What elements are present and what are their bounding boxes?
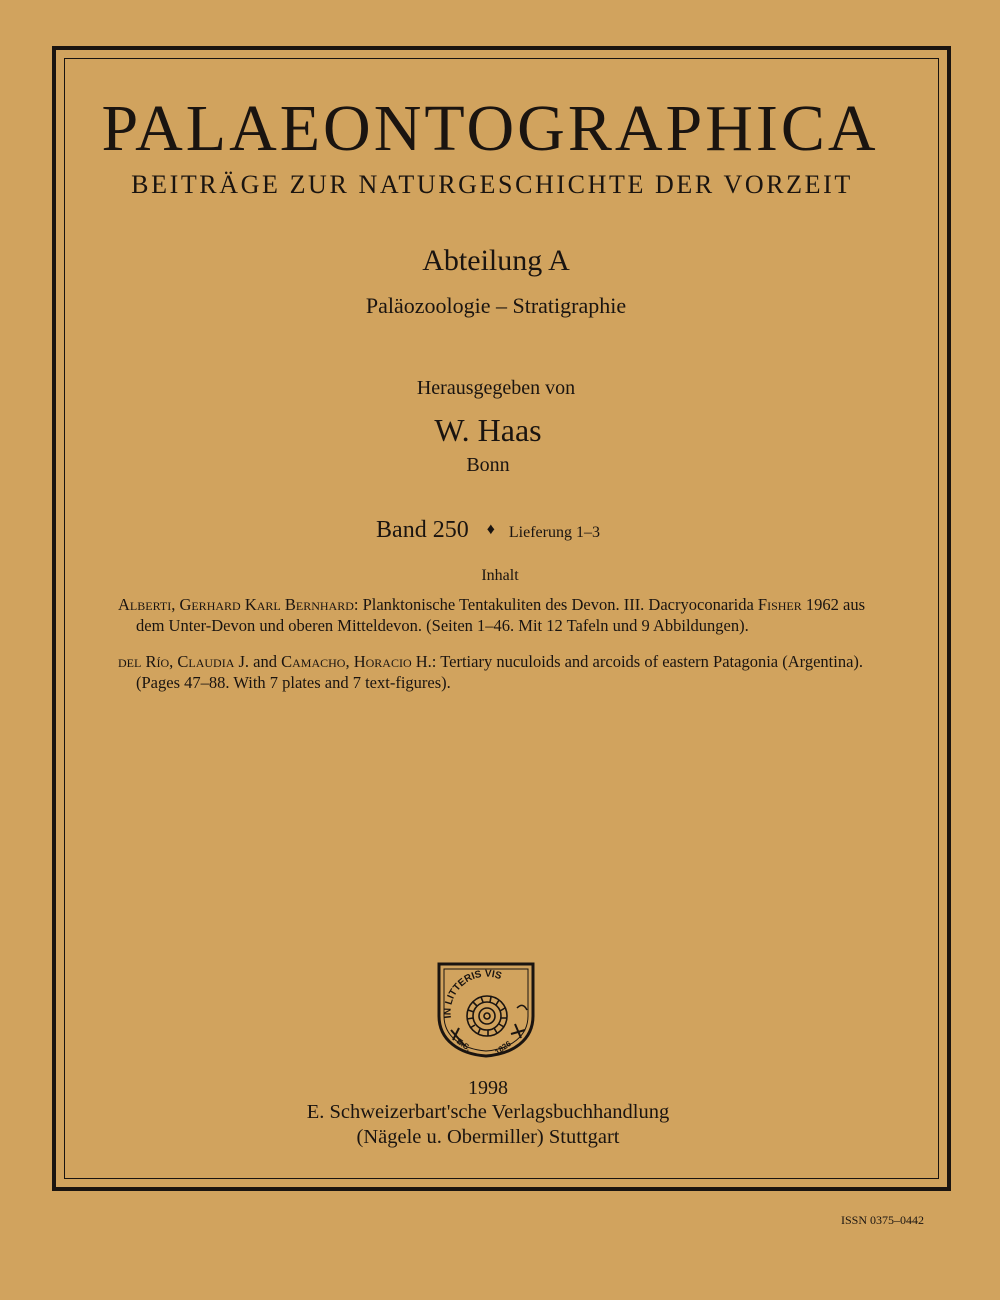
volume-lieferung: Lieferung 1–3 [508,524,600,541]
contents-entry [118,651,888,693]
issn-number: ISSN 0375–0442 [840,1213,924,1227]
entry-authors: Alberti, Gerhard Karl Bernhard [118,595,354,614]
seal-year: 1826 [493,1039,513,1057]
entry-title-end: 1962 aus [801,595,866,614]
entry-title: H.: Tertiary nuculoids and arcoids of eastern Patagonia (Argentina). [411,652,864,671]
publisher-seal-icon [431,958,541,1058]
journal-subtitle: BEITRÄGE ZUR NATURGESCHICHTE DER VORZEIT [131,170,853,199]
contents-entry [118,594,888,636]
entry-author-1: del Río, Claudia [118,652,235,671]
division-name: Abteilung A [422,244,570,277]
seal-initials: E.S. [454,1036,473,1053]
publisher-location: (Nägele u. Obermiller) Stuttgart [356,1126,620,1148]
entry-details: dem Unter-Devon und oberen Mitteldevon. (Seiten 1–46. Mit 12 Tafeln und 9 Abbildungen). [136,616,749,635]
publisher-name: E. Schweizerbart'sche Verlagsbuchhandlung [306,1101,670,1123]
entry-details: (Pages 47–88. With 7 plates and 7 text-figures). [136,673,451,692]
division-subject: Paläozoologie – Stratigraphie [365,293,627,318]
publication-year: 1998 [468,1077,508,1099]
seal-motto: IN LITTERIS VIS [442,968,503,1019]
entry-author-2: Camacho, Horacio [281,652,412,671]
contents-heading: Inhalt [481,567,519,584]
volume-band: Band 250 [376,517,469,543]
editor-intro: Herausgegeben von [416,377,576,399]
volume-line [0,518,988,542]
editor-city: Bonn [466,454,510,476]
entry-title: : Planktonische Tentakuliten des Devon. III. Dacryoconarida [353,595,758,614]
journal-title: PALAEONTOGRAPHICA [101,92,879,165]
diamond-separator-icon: ♦ [486,521,495,538]
entry-connector: J. and [234,652,282,671]
entry-cited-author: Fisher [757,595,802,614]
editor-name: W. Haas [434,412,542,448]
